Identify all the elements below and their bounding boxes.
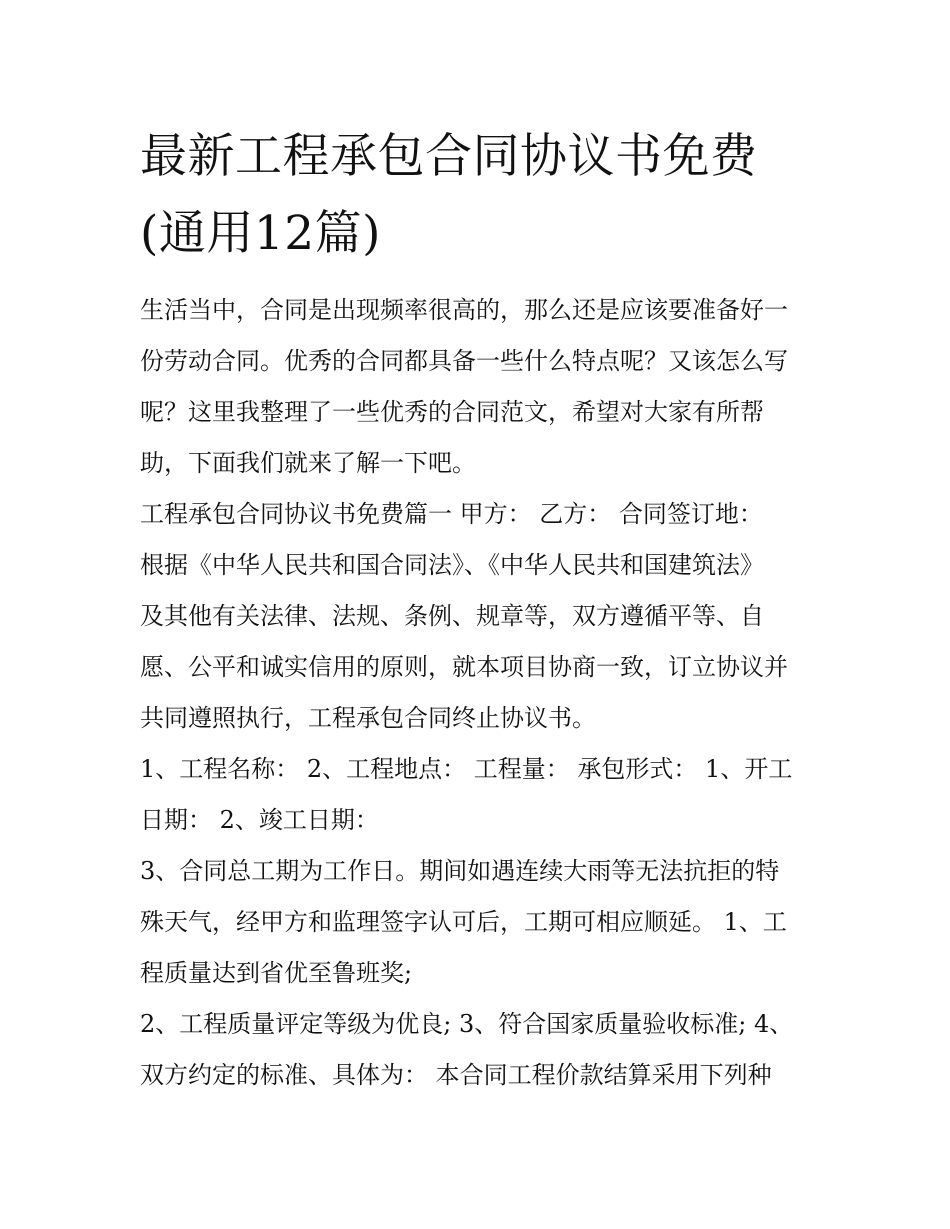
title-line: (通用12篇) (140, 206, 381, 261)
document-body (140, 285, 830, 1101)
text-line: 份劳动合同。优秀的合同都具备一些什么特点呢？又该怎么写 (140, 347, 788, 375)
document-title (140, 118, 830, 272)
text-line: 呢？这里我整理了一些优秀的合同范文，希望对大家有所帮 (140, 398, 764, 426)
text-line: 殊天气，经甲方和监理签字认可后，工期可相应顺延。 1、工 (140, 908, 787, 936)
paragraph-contract-intro (140, 489, 830, 744)
text-line: 助，下面我们就来了解一下吧。 (140, 449, 476, 477)
text-line: 工程承包合同协议书免费篇一 甲方： 乙方： 合同签订地： (140, 500, 763, 528)
document-content (140, 118, 830, 1101)
text-line: 生活当中，合同是出现频率很高的，那么还是应该要准备好一 (140, 296, 788, 324)
text-line: 3、合同总工期为工作日。期间如遇连续大雨等无法抗拒的特 (140, 857, 780, 885)
text-line: 及其他有关法律、法规、条例、规章等，双方遵循平等、自 (140, 602, 764, 630)
text-line: 根据《中华人民共和国合同法》、《中华人民共和国建筑法》 (140, 551, 764, 579)
text-line: 双方约定的标准、具体为： 本合同工程价款结算采用下列种 (140, 1061, 772, 1089)
text-line: 日期： 2、竣工日期： (140, 806, 379, 834)
text-line: 2、工程质量评定等级为优良; 3、符合国家质量验收标准; 4、 (140, 1010, 794, 1038)
text-line: 程质量达到省优至鲁班奖; (140, 959, 413, 987)
paragraph-intro (140, 285, 830, 489)
text-line: 1、工程名称： 2、工程地点： 工程量： 承包形式： 1、开工 (140, 755, 793, 783)
title-line: 最新工程承包合同协议书免费 (140, 129, 758, 184)
paragraph-project-info (140, 744, 830, 846)
text-line: 共同遵照执行，工程承包合同终止协议书。 (140, 704, 596, 732)
paragraph-duration-quality (140, 846, 830, 999)
paragraph-quality-standards (140, 999, 830, 1101)
text-line: 愿、公平和诚实信用的原则，就本项目协商一致，订立协议并 (140, 653, 788, 681)
